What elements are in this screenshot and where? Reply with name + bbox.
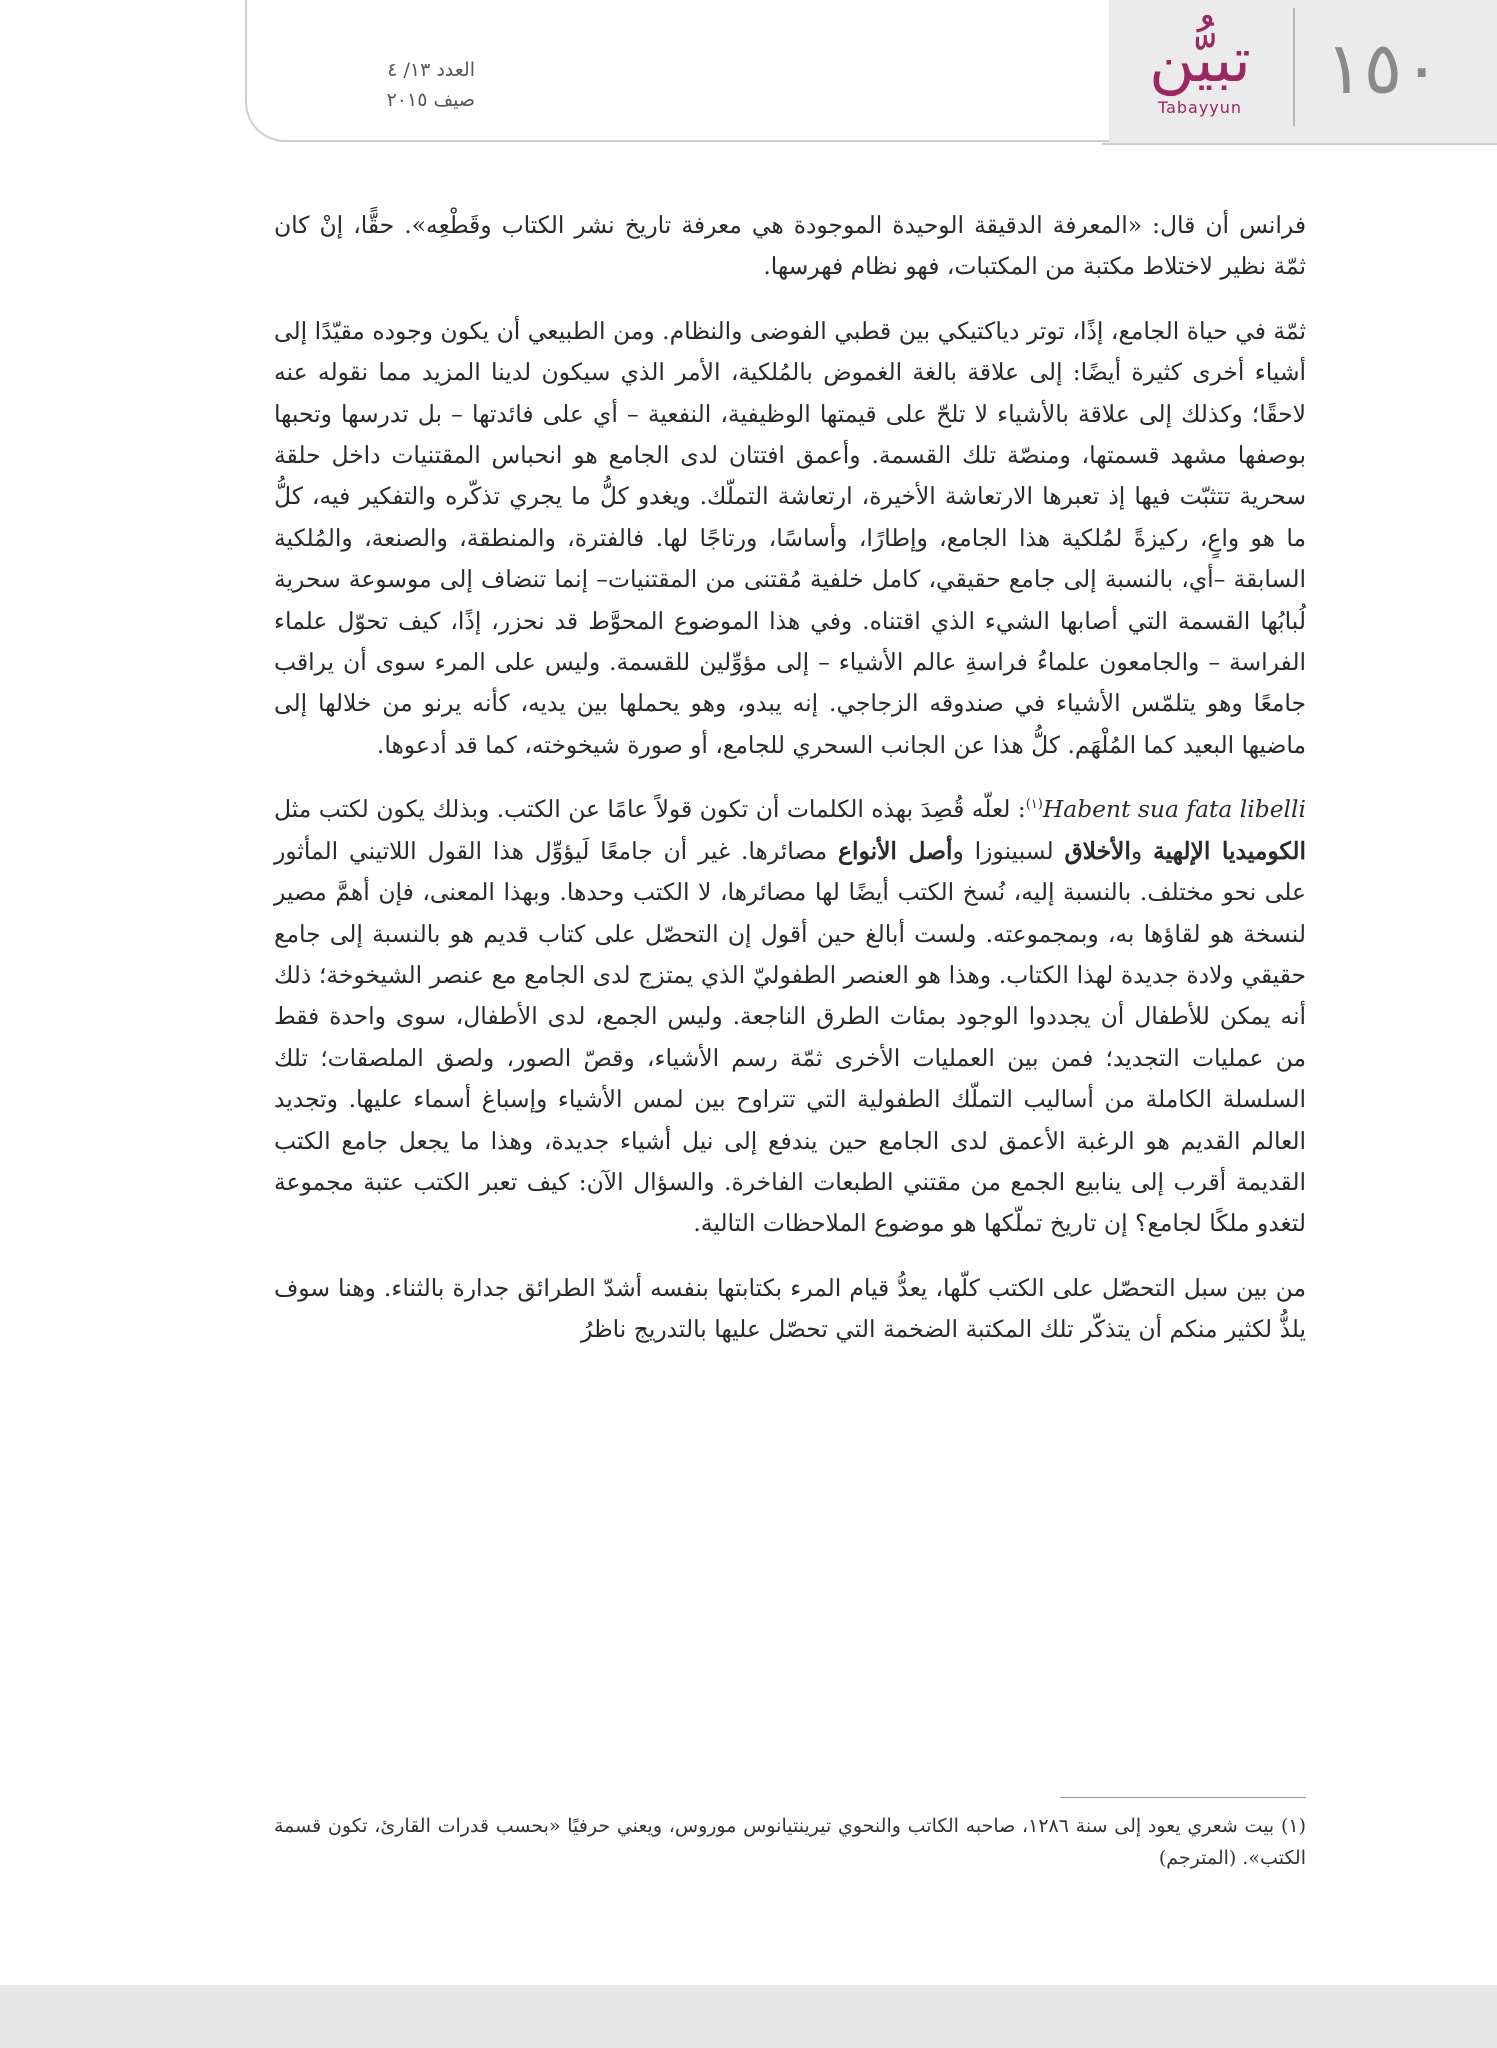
footnote: (١) بيت شعري يعود إلى سنة ١٢٨٦، صاحبه الكاتب والنحوي تيرينتيانوس موروس، ويعني حرفيًا «بحسب قدرات القارئ، تكون قسمة الكتب». (المترجم) bbox=[274, 1815, 1307, 1869]
issue-info bbox=[275, 55, 475, 115]
paragraph-3 bbox=[274, 789, 1306, 1244]
paragraph-3-text-c: مصائرها. غير أن جامعًا لَيؤوِّل هذا القول اللاتيني المأثور على نحو مختلف. بالنسبة إليه، نُسخ الكتب أيضًا لها مصائرها، لا الكتب وحدها. وبهذا المعنى، فإن أهمَّ مصير لنسخة هو لقاؤها به، وبمجموعته. ولست أبالغ حين أقول إن التحصّل على كتاب قديم هو بالنسبة إلى جامع حقيقي ولادة جديدة لهذا الكتاب. وهذا هو العنصر الطفوليّ الذي يمتزج لدى الجامع مع عنصر الشيخوخة؛ ذلك أنه يمكن للأطفال أن يجددوا الوجود بمئات الطرق الناجعة. وليس الجمع، لدى الأطفال، سوى واحدة فقط من عمليات التجديد؛ فمن بين العمليات الأخرى ثمّة رسم الأشياء، وقصّ الصور، ولصق الملصقات؛ تلك السلسلة الكاملة من أساليب التملّك الطفولية التي تتراوح بين لمس الأشياء وإسباغ أسماء عليها. وتجديد العالم القديم هو الرغبة الأعمق لدى الجامع حين يندفع إلى نيل أشياء جديدة، وهذا ما يجعل جامع الكتب القديمة أقرب إلى ينابيع الجمع من مقتني الطبعات الفاخرة. والسؤال الآن: كيف تعبر الكتب عتبة مجموعة لتغدو ملكًا لجامع؟ إن تاريخ تملّكها هو موضوع الملاحظات التالية. bbox=[274, 836, 1306, 1238]
paragraph-3-conj: و bbox=[1130, 836, 1153, 865]
footer-band bbox=[0, 1985, 1497, 2048]
latin-quote: Habent sua fata libelli bbox=[1042, 795, 1306, 824]
paragraph-4: من بين سبل التحصّل على الكتب كلّها، يعدُّ قيام المرء بكتابتها بنفسه أشدّ الطرائق جدارة بالثناء. وهنا سوف يلذُّ لكثير منكم أن يتذكّر تلك المكتبة الضخمة التي تحصّل عليها بالتدريج ناظرُ bbox=[274, 1273, 1306, 1344]
paragraph-3-spinoza: لسبينوزا و bbox=[952, 836, 1065, 865]
book-title-origin-of-species: أصل الأنواع bbox=[838, 836, 953, 865]
issue-season: صيف ٢٠١٥ bbox=[386, 89, 475, 111]
header-divider bbox=[1293, 8, 1295, 126]
issue-number: العدد ١٣/ ٤ bbox=[387, 59, 475, 81]
paragraph-1: فرانس أن قال: «المعرفة الدقيقة الوحيدة الموجودة هي معرفة تاريخ نشر الكتاب وقَطْعِه». حقًّا، إنْ كان ثمّة نظير لاختلاط مكتبة من المكتبات، فهو نظام فهرسها. bbox=[274, 211, 1306, 281]
footnote-ref[interactable]: (١) bbox=[1025, 797, 1043, 813]
book-title-ethics: الأخلاق bbox=[1064, 836, 1131, 865]
paragraph-2: ثمّة في حياة الجامع، إذًا، توتر دياكتيكي بين قطبي الفوضى والنظام. ومن الطبيعي أن يكون وجوده مقيّدًا إلى أشياء أخرى كثيرة أيضًا: إلى علاقة بالغة الغموض بالمُلكية، الأمر الذي سيكون لدينا المزيد مما نقوله عنه لاحقًا؛ وكذلك إلى علاقة بالأشياء لا تلحّ على قيمتها الوظيفية، النفعية – أي على فائدتها – بل تدرسها وتحبها بوصفها مشهد قسمتها، ومنصّة تلك القسمة. وأعمق افتتان لدى الجامع هو انحباس المقتنيات داخل حلقة سحرية تتثبّت فيها إذ تعبرها الارتعاشة الأخيرة، ارتعاشة التملّك. ويغدو كلُّ ما يجري تذكّره والتفكير فيه، كلُّ ما هو واعٍ، ركيزةً لمُلكية هذا الجامع، وإطارًا، وأساسًا، ورتاجًا لها. فالفترة، والمنطقة، والصنعة، والمُلكية السابقة –أي، بالنسبة إلى جامع حقيقي، كامل خلفية مُقتنى من المقتنيات– إنما تنضاف إلى موسوعة سحرية لُبابُها القسمة التي أصابها الشيء الذي اقتناه. وفي هذا الموضوع المحوَّط قد نحزر، إذًا، كيف تحوّل علماء الفراسة – والجامعون علماءُ فراسةِ عالم الأشياء – إلى مؤوِّلين للقسمة. وليس على المرء سوى أن يراقب جامعًا وهو يتلمّس الأشياء في صندوقه الزجاجي. إنه يبدو، وهو يحملها بين يديه، كأنه يرنو من خلالها إلى ماضيها البعيد كما المُلْهَم. كلُّ هذا عن الجانب السحري للجامع، أو صورة شيخوخته، كما قد أدعوها. bbox=[274, 316, 1306, 759]
footnote-rule bbox=[1060, 1797, 1306, 1798]
article-body bbox=[274, 205, 1306, 1374]
tabayyun-logo bbox=[1120, 20, 1280, 130]
paragraph-3-text-a: : لعلّه قُصِدَ بهذه الكلمات أن تكون قولاً عامًا عن الكتب. وبذلك يكون لكتب مثل bbox=[274, 795, 1026, 824]
page-number: ١٥٠ bbox=[1324, 26, 1441, 110]
logo-arabic-text: تبيُّن bbox=[1149, 23, 1251, 96]
logo-latin-text: Tabayyun bbox=[1157, 98, 1243, 117]
book-title-divine-comedy: الكوميديا الإلهية bbox=[1153, 836, 1306, 865]
